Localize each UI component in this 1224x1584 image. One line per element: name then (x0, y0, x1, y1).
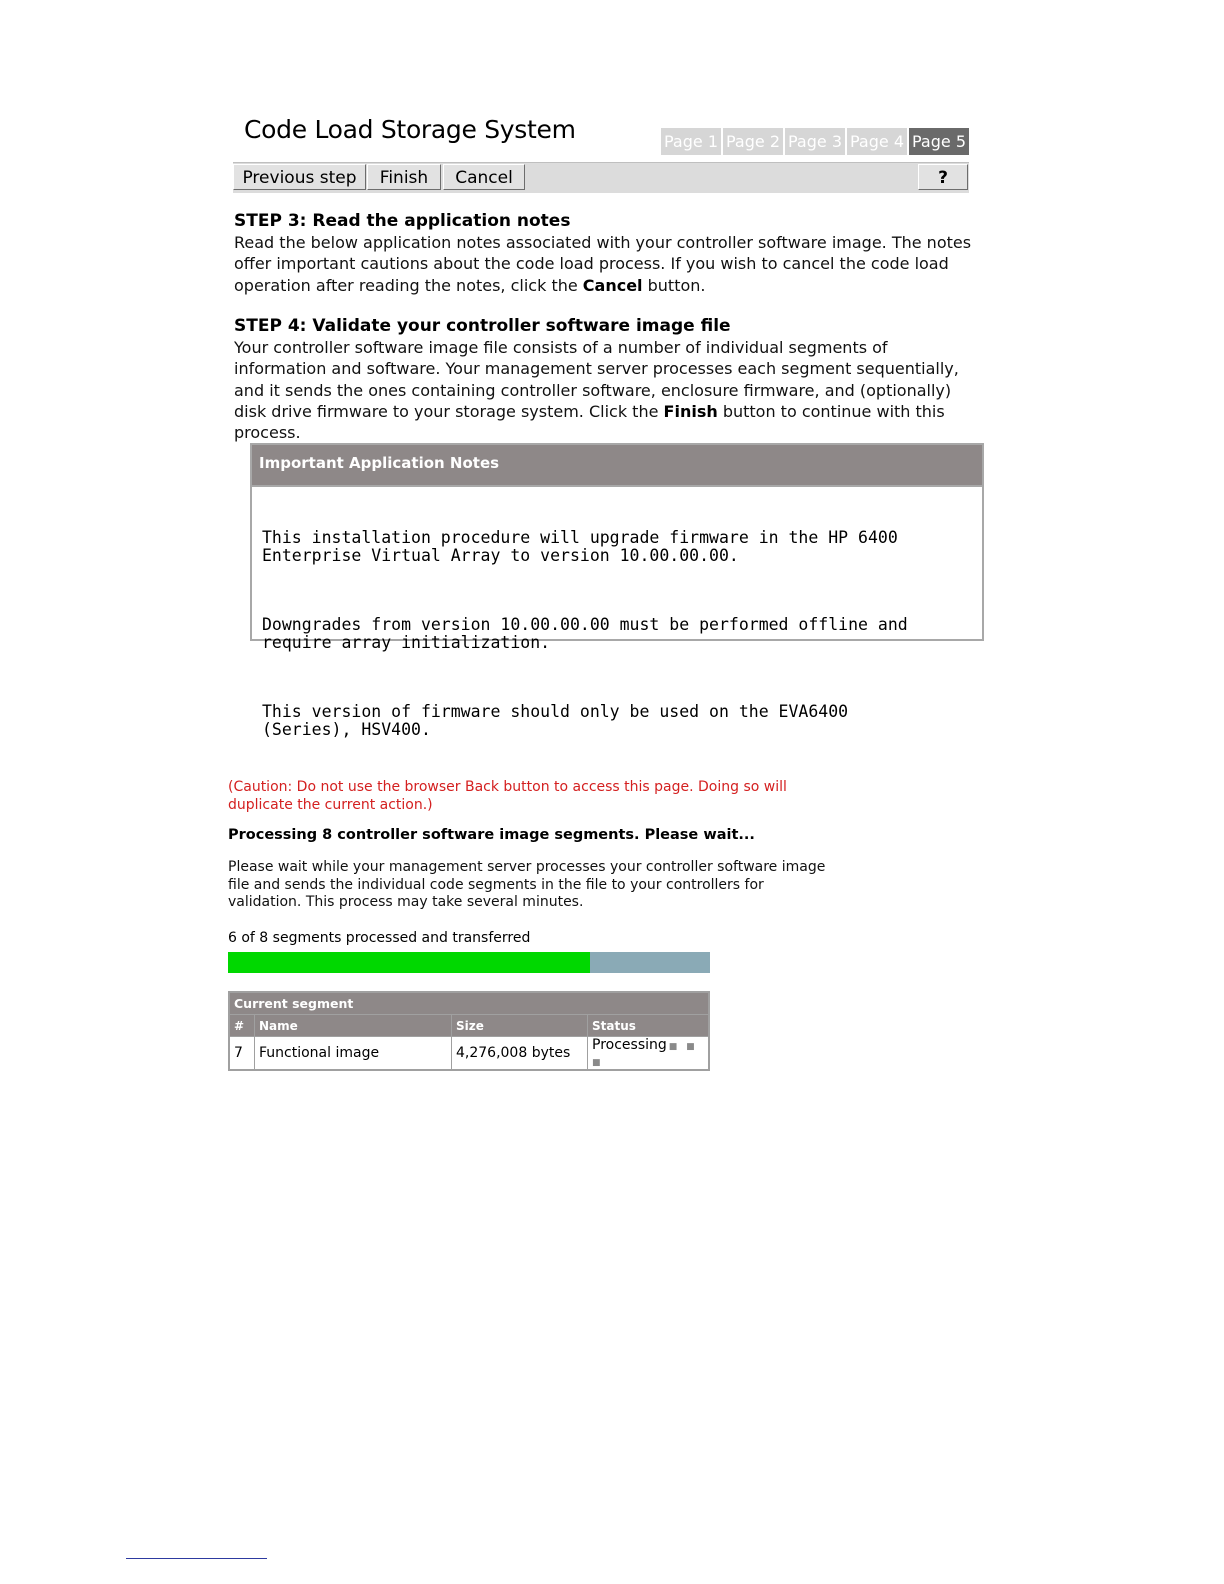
column-header-name: Name (255, 1015, 452, 1037)
help-button[interactable]: ? (918, 164, 968, 190)
column-header-status: Status (588, 1015, 710, 1037)
page-title: Code Load Storage System (244, 115, 576, 144)
step3-text (234, 232, 984, 296)
busy-indicator-icon: ■ ■ ■ (592, 1042, 698, 1068)
page-tab-1: Page 1 (661, 128, 721, 155)
progress-bar-fill (228, 952, 590, 973)
cancel-button[interactable]: Cancel (443, 164, 525, 190)
step4-heading: STEP 4: Validate your controller software image file (234, 316, 731, 336)
progress-bar (228, 952, 710, 973)
page-navigator (661, 128, 969, 155)
application-notes-panel (250, 443, 984, 739)
step4-text-bold: Finish (663, 401, 718, 421)
note-paragraph: Downgrades from version 10.00.00.00 must be performed offline and require array initialization. (262, 615, 908, 652)
page-tab-3: Page 3 (785, 128, 845, 155)
note-paragraph: This version of firmware should only be used on the EVA6400 (Series), HSV400. (262, 702, 849, 739)
processing-description: Please wait while your management server processes your controller software image file and sends the individual code segments in the file to your controllers for validation. This process may take several minutes. (228, 859, 826, 910)
table-row (229, 1037, 709, 1071)
cell-number: 7 (229, 1037, 255, 1071)
page-tab-5-current: Page 5 (909, 128, 969, 155)
page-tab-4: Page 4 (847, 128, 907, 155)
notes-body (252, 487, 982, 790)
segment-table-caption: Current segment (229, 992, 709, 1015)
wizard-toolbar (233, 162, 969, 193)
step3-heading: STEP 3: Read the application notes (234, 211, 571, 231)
column-header-size: Size (452, 1015, 588, 1037)
processing-heading: Processing 8 controller software image segments. Please wait... (228, 827, 755, 843)
caution-message: (Caution: Do not use the browser Back button to access this page. Doing so will duplicate the current action.) (228, 779, 787, 813)
step4-text-a: Your controller software image file consists of a number of individual segments of information and software. Your management server processes each segment sequentially, and it sends the ones containing controller software, enclosure firmware, and (optionally) disk drive firmware to your storage system. Click the (234, 338, 959, 421)
cell-name: Functional image (255, 1037, 452, 1071)
current-segment-table (228, 991, 710, 1071)
column-header-number: # (229, 1015, 255, 1037)
step3-text-a: Read the below application notes associated with your controller software image. The notes offer important cautions about the code load process. If you wish to cancel the code load operation after reading the notes, click the (234, 233, 972, 295)
previous-step-button[interactable]: Previous step (233, 164, 366, 190)
cell-size: 4,276,008 bytes (452, 1037, 588, 1071)
finish-button[interactable]: Finish (367, 164, 441, 190)
status-text: Processing (592, 1037, 667, 1053)
step3-text-bold: Cancel (582, 275, 643, 295)
note-paragraph: This installation procedure will upgrade firmware in the HP 6400 Enterprise Virtual Array to version 10.00.00.00. (262, 528, 898, 565)
page-tab-2: Page 2 (723, 128, 783, 155)
progress-label: 6 of 8 segments processed and transferred (228, 930, 531, 946)
step3-text-b: button. (642, 275, 706, 295)
notes-header: Important Application Notes (252, 445, 982, 487)
step4-text-b: button to continue with this process. (234, 401, 945, 443)
footnote-separator (126, 1558, 267, 1559)
cell-status (588, 1037, 710, 1071)
step4-text (234, 337, 984, 443)
